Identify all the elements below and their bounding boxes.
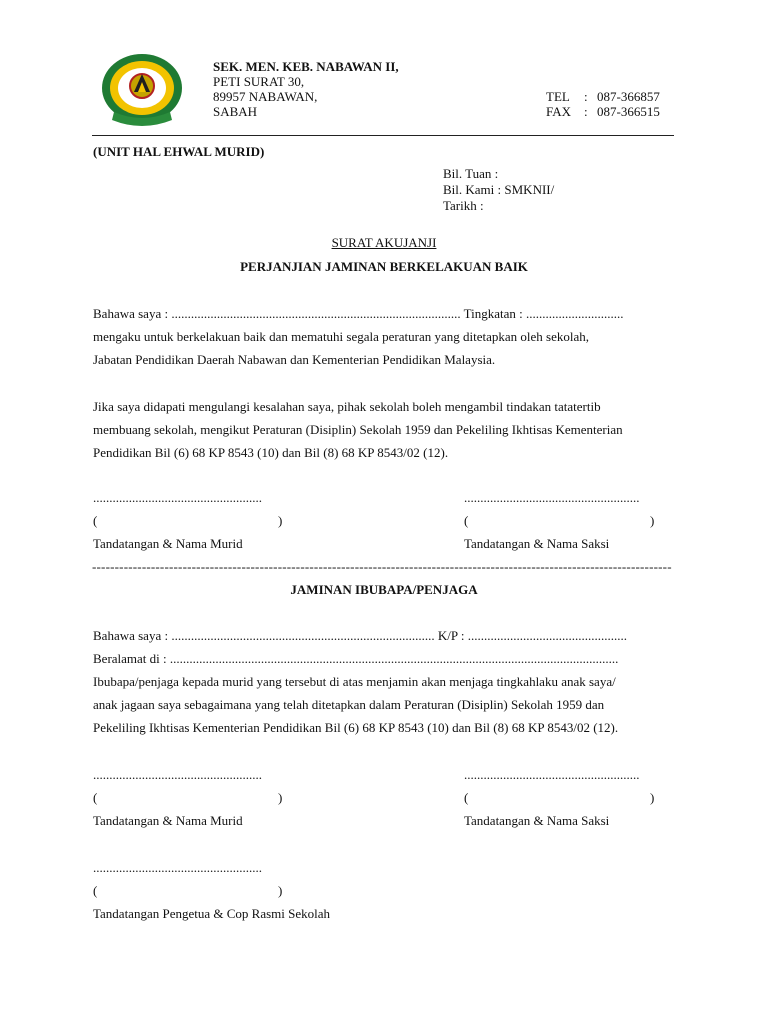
fax-label: FAX	[546, 104, 572, 119]
consequence-line-1: Jika saya didapati mengulangi kesalahan saya, pihak sekolah boleh mengambil tindakan tatatertib	[93, 399, 601, 414]
pledge-line-2: mengaku untuk berkelakuan baik dan mematuhi segala peraturan yang ditetapkan oleh sekolah,	[93, 329, 589, 344]
principal-signature-label: Tandatangan Pengetua & Cop Rasmi Sekolah	[93, 906, 331, 921]
consequence-line-3: Pendidikan Bil (6) 68 KP 8543 (10) dan Bil (8) 68 KP 8543/02 (12).	[93, 445, 449, 460]
guarantee-line-1: Bahawa saya : ................................................................................. K/P : .................................................	[93, 628, 627, 643]
school-logo	[100, 52, 184, 128]
principal-signature-line: ....................................................	[93, 860, 262, 875]
witness-name-paren-open-2: (	[464, 790, 469, 805]
pledge-line-3: Jabatan Pendidikan Daerah Nabawan dan Kementerian Pendidikan Malaysia.	[93, 352, 496, 367]
principal-name-paren-close: )	[278, 883, 283, 898]
ref-tarikh: Tarikh :	[443, 198, 484, 213]
student-name-paren-close-2: )	[278, 790, 283, 805]
address-line-3: SABAH	[213, 104, 258, 119]
student-signature-label-2: Tandatangan & Nama Murid	[93, 813, 243, 828]
guarantee-line-3: Ibubapa/penjaga kepada murid yang tersebut di atas menjamin akan menjaga tingkahlaku anak saya/	[93, 674, 616, 689]
student-signature-line: ....................................................	[93, 490, 262, 505]
witness-signature-line-2: ......................................................	[464, 767, 640, 782]
consequence-paragraph	[93, 395, 674, 464]
guarantee-line-2: Beralamat di : ..........................................................................................................................................	[93, 651, 619, 666]
school-name: SEK. MEN. KEB. NABAWAN II,	[213, 59, 399, 74]
address-line-1: PETI SURAT 30,	[213, 74, 305, 89]
witness-name-paren-close-2: )	[650, 790, 655, 805]
address-line-2: 89957 NABAWAN,	[213, 89, 318, 104]
witness-name-paren-close: )	[650, 513, 655, 528]
principal-name-paren-open: (	[93, 883, 98, 898]
guarantee-paragraph	[93, 624, 674, 739]
consequence-line-2: membuang sekolah, mengikut Peraturan (Disiplin) Sekolah 1959 dan Pekeliling Ikhtisas Kementerian	[93, 422, 623, 437]
pledge-line-1: Bahawa saya : ......................................................................................... Tingkatan : ..............................	[93, 306, 624, 321]
tel-colon: :	[584, 89, 588, 104]
student-name-paren-close: )	[278, 513, 283, 528]
letter-title: SURAT AKUJANJI	[331, 235, 437, 250]
tel-value: 087-366857	[597, 89, 660, 104]
witness-signature-label: Tandatangan & Nama Saksi	[464, 536, 610, 551]
student-name-paren-open: (	[93, 513, 98, 528]
witness-signature-line: ......................................................	[464, 490, 640, 505]
witness-name-paren-open: (	[464, 513, 469, 528]
header-divider	[92, 135, 674, 136]
guarantee-line-5: Pekeliling Ikhtisas Kementerian Pendidikan Bil (6) 68 KP 8543 (10) dan Bil (8) 68 KP 8543/02 (12).	[93, 720, 619, 735]
guarantee-line-4: anak jagaan saya sebagaimana yang telah ditetapkan dalam Peraturan (Disiplin) Sekolah 1959 dan	[93, 697, 605, 712]
ref-bil-tuan: Bil. Tuan :	[443, 166, 499, 181]
letter-subtitle: PERJANJIAN JAMINAN BERKELAKUAN BAIK	[240, 259, 528, 274]
student-name-paren-open-2: (	[93, 790, 98, 805]
fax-colon: :	[584, 104, 588, 119]
student-signature-line-2: ....................................................	[93, 767, 262, 782]
witness-signature-label-2: Tandatangan & Nama Saksi	[464, 813, 610, 828]
ref-bil-kami: Bil. Kami : SMKNII/	[443, 182, 555, 197]
unit-title: (UNIT HAL EHWAL MURID)	[93, 144, 265, 159]
guarantee-title: JAMINAN IBUBAPA/PENJAGA	[290, 582, 478, 597]
fax-value: 087-366515	[597, 104, 660, 119]
pledge-paragraph	[93, 302, 674, 371]
tel-label: TEL	[546, 89, 570, 104]
section-separator: --------------------------------------------------------------------------------------------------------------------------------	[92, 560, 672, 574]
student-signature-label: Tandatangan & Nama Murid	[93, 536, 243, 551]
